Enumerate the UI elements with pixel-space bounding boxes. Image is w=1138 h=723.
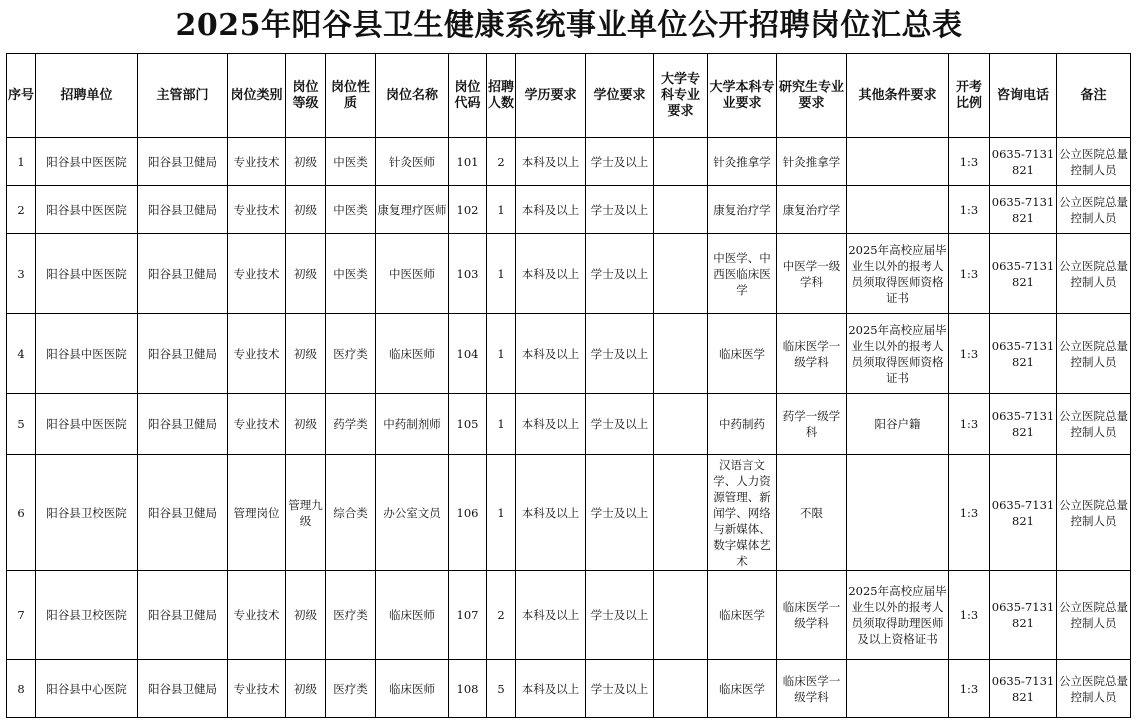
- cell-code: 104: [449, 314, 487, 394]
- cell-notes: 公立医院总量控制人员: [1057, 138, 1131, 186]
- cell-nature: 医疗类: [326, 660, 376, 718]
- cell-degree: 学士及以上: [586, 660, 654, 718]
- cell-bachelor-major: 临床医学: [708, 314, 777, 394]
- cell-other: 阳谷户籍: [847, 394, 949, 455]
- cell-phone: 0635-7131821: [990, 138, 1057, 186]
- cell-level: 初级: [286, 234, 326, 314]
- cell-degree: 学士及以上: [586, 138, 654, 186]
- cell-degree: 学士及以上: [586, 234, 654, 314]
- cell-seq: 4: [7, 314, 36, 394]
- cell-position: 中医医师: [376, 234, 449, 314]
- cell-count: 1: [487, 234, 516, 314]
- cell-dept: 阳谷县卫健局: [138, 186, 228, 234]
- cell-other: [847, 660, 949, 718]
- cell-count: 2: [487, 138, 516, 186]
- col-header-other: 其他条件要求: [847, 54, 949, 138]
- cell-education: 本科及以上: [516, 660, 586, 718]
- cell-notes: 公立医院总量控制人员: [1057, 455, 1131, 571]
- cell-code: 101: [449, 138, 487, 186]
- col-header-level: 岗位等级: [286, 54, 326, 138]
- cell-ratio: 1:3: [949, 138, 990, 186]
- cell-nature: 中医类: [326, 186, 376, 234]
- cell-graduate-major: 药学一级学科: [777, 394, 847, 455]
- cell-level: 管理九级: [286, 455, 326, 571]
- cell-notes: 公立医院总量控制人员: [1057, 186, 1131, 234]
- cell-other: 2025年高校应届毕业生以外的报考人员须取得助理医师及以上资格证书: [847, 571, 949, 660]
- cell-category: 专业技术: [228, 571, 286, 660]
- cell-dept: 阳谷县卫健局: [138, 234, 228, 314]
- cell-education: 本科及以上: [516, 571, 586, 660]
- cell-position: 临床医师: [376, 660, 449, 718]
- cell-other: [847, 186, 949, 234]
- cell-bachelor-major: 临床医学: [708, 660, 777, 718]
- cell-dept: 阳谷县卫健局: [138, 314, 228, 394]
- cell-count: 2: [487, 571, 516, 660]
- cell-position: 中药制剂师: [376, 394, 449, 455]
- cell-code: 106: [449, 455, 487, 571]
- table-row: [7, 571, 1131, 660]
- table-row: [7, 186, 1131, 234]
- cell-ratio: 1:3: [949, 234, 990, 314]
- cell-degree: 学士及以上: [586, 394, 654, 455]
- cell-position: 康复理疗医师: [376, 186, 449, 234]
- page-title: 2025年阳谷县卫生健康系统事业单位公开招聘岗位汇总表: [175, 8, 963, 43]
- col-header-ratio: 开考比例: [949, 54, 990, 138]
- cell-bachelor-major: 汉语言文学、人力资源管理、新闻学、网络与新媒体、数字媒体艺术: [708, 455, 777, 571]
- cell-notes: 公立医院总量控制人员: [1057, 234, 1131, 314]
- cell-notes: 公立医院总量控制人员: [1057, 314, 1131, 394]
- col-header-seq: 序号: [7, 54, 36, 138]
- cell-dept: 阳谷县卫健局: [138, 455, 228, 571]
- col-header-degree: 学位要求: [586, 54, 654, 138]
- col-header-unit: 招聘单位: [36, 54, 138, 138]
- cell-phone: 0635-7131821: [990, 234, 1057, 314]
- col-header-education: 学历要求: [516, 54, 586, 138]
- cell-college-major: [654, 186, 708, 234]
- cell-education: 本科及以上: [516, 186, 586, 234]
- cell-bachelor-major: 针灸推拿学: [708, 138, 777, 186]
- cell-position: 办公室文员: [376, 455, 449, 571]
- cell-level: 初级: [286, 314, 326, 394]
- cell-ratio: 1:3: [949, 571, 990, 660]
- cell-category: 管理岗位: [228, 455, 286, 571]
- header-row: [7, 54, 1131, 138]
- cell-phone: 0635-7131821: [990, 186, 1057, 234]
- cell-dept: 阳谷县卫健局: [138, 660, 228, 718]
- cell-graduate-major: 康复治疗学: [777, 186, 847, 234]
- cell-college-major: [654, 455, 708, 571]
- table-body: [7, 138, 1131, 718]
- cell-unit: 阳谷县中心医院: [36, 660, 138, 718]
- cell-bachelor-major: 康复治疗学: [708, 186, 777, 234]
- cell-ratio: 1:3: [949, 660, 990, 718]
- cell-category: 专业技术: [228, 234, 286, 314]
- cell-level: 初级: [286, 571, 326, 660]
- cell-phone: 0635-7131821: [990, 314, 1057, 394]
- cell-code: 102: [449, 186, 487, 234]
- cell-dept: 阳谷县卫健局: [138, 138, 228, 186]
- table-row: [7, 138, 1131, 186]
- cell-seq: 8: [7, 660, 36, 718]
- cell-college-major: [654, 571, 708, 660]
- col-header-notes: 备注: [1057, 54, 1131, 138]
- cell-count: 1: [487, 314, 516, 394]
- cell-position: 临床医师: [376, 314, 449, 394]
- cell-bachelor-major: 临床医学: [708, 571, 777, 660]
- cell-code: 107: [449, 571, 487, 660]
- cell-degree: 学士及以上: [586, 455, 654, 571]
- table-row: [7, 660, 1131, 718]
- cell-other: 2025年高校应届毕业生以外的报考人员须取得医师资格证书: [847, 314, 949, 394]
- recruitment-table: [6, 53, 1131, 718]
- cell-education: 本科及以上: [516, 394, 586, 455]
- cell-unit: 阳谷县中医医院: [36, 234, 138, 314]
- col-header-dept: 主管部门: [138, 54, 228, 138]
- cell-phone: 0635-7131821: [990, 455, 1057, 571]
- cell-level: 初级: [286, 186, 326, 234]
- cell-education: 本科及以上: [516, 138, 586, 186]
- cell-other: 2025年高校应届毕业生以外的报考人员须取得医师资格证书: [847, 234, 949, 314]
- cell-level: 初级: [286, 394, 326, 455]
- cell-category: 专业技术: [228, 394, 286, 455]
- col-header-college-major: 大学专科专业要求: [654, 54, 708, 138]
- cell-category: 专业技术: [228, 660, 286, 718]
- cell-seq: 7: [7, 571, 36, 660]
- cell-seq: 2: [7, 186, 36, 234]
- cell-education: 本科及以上: [516, 314, 586, 394]
- col-header-code: 岗位代码: [449, 54, 487, 138]
- cell-ratio: 1:3: [949, 314, 990, 394]
- cell-seq: 5: [7, 394, 36, 455]
- cell-count: 1: [487, 394, 516, 455]
- cell-graduate-major: 不限: [777, 455, 847, 571]
- table-row: [7, 455, 1131, 571]
- col-header-category: 岗位类别: [228, 54, 286, 138]
- cell-nature: 医疗类: [326, 314, 376, 394]
- cell-nature: 中医类: [326, 138, 376, 186]
- cell-category: 专业技术: [228, 138, 286, 186]
- cell-unit: 阳谷县卫校医院: [36, 455, 138, 571]
- col-header-graduate-major: 研究生专业要求: [777, 54, 847, 138]
- col-header-bachelor-major: 大学本科专业要求: [708, 54, 777, 138]
- cell-unit: 阳谷县中医医院: [36, 186, 138, 234]
- cell-college-major: [654, 234, 708, 314]
- cell-unit: 阳谷县中医医院: [36, 394, 138, 455]
- cell-graduate-major: 针灸推拿学: [777, 138, 847, 186]
- table-row: [7, 394, 1131, 455]
- cell-code: 105: [449, 394, 487, 455]
- cell-other: [847, 455, 949, 571]
- cell-degree: 学士及以上: [586, 571, 654, 660]
- cell-graduate-major: 中医学一级学科: [777, 234, 847, 314]
- cell-phone: 0635-7131821: [990, 394, 1057, 455]
- cell-education: 本科及以上: [516, 234, 586, 314]
- cell-unit: 阳谷县中医医院: [36, 314, 138, 394]
- cell-dept: 阳谷县卫健局: [138, 571, 228, 660]
- cell-college-major: [654, 394, 708, 455]
- table-row: [7, 234, 1131, 314]
- cell-position: 临床医师: [376, 571, 449, 660]
- col-header-position: 岗位名称: [376, 54, 449, 138]
- cell-dept: 阳谷县卫健局: [138, 394, 228, 455]
- cell-graduate-major: 临床医学一级学科: [777, 571, 847, 660]
- cell-nature: 综合类: [326, 455, 376, 571]
- cell-level: 初级: [286, 138, 326, 186]
- cell-category: 专业技术: [228, 186, 286, 234]
- cell-notes: 公立医院总量控制人员: [1057, 660, 1131, 718]
- cell-phone: 0635-7131821: [990, 571, 1057, 660]
- cell-code: 103: [449, 234, 487, 314]
- cell-bachelor-major: 中药制药: [708, 394, 777, 455]
- cell-phone: 0635-7131821: [990, 660, 1057, 718]
- cell-notes: 公立医院总量控制人员: [1057, 571, 1131, 660]
- cell-nature: 中医类: [326, 234, 376, 314]
- cell-position: 针灸医师: [376, 138, 449, 186]
- cell-college-major: [654, 660, 708, 718]
- cell-category: 专业技术: [228, 314, 286, 394]
- cell-seq: 6: [7, 455, 36, 571]
- col-header-nature: 岗位性质: [326, 54, 376, 138]
- cell-unit: 阳谷县卫校医院: [36, 571, 138, 660]
- cell-level: 初级: [286, 660, 326, 718]
- cell-nature: 医疗类: [326, 571, 376, 660]
- cell-count: 5: [487, 660, 516, 718]
- cell-code: 108: [449, 660, 487, 718]
- cell-degree: 学士及以上: [586, 186, 654, 234]
- cell-count: 1: [487, 455, 516, 571]
- cell-college-major: [654, 138, 708, 186]
- cell-graduate-major: 临床医学一级学科: [777, 660, 847, 718]
- cell-nature: 药学类: [326, 394, 376, 455]
- cell-degree: 学士及以上: [586, 314, 654, 394]
- cell-ratio: 1:3: [949, 394, 990, 455]
- cell-education: 本科及以上: [516, 455, 586, 571]
- cell-seq: 3: [7, 234, 36, 314]
- cell-college-major: [654, 314, 708, 394]
- cell-other: [847, 138, 949, 186]
- cell-seq: 1: [7, 138, 36, 186]
- cell-count: 1: [487, 186, 516, 234]
- cell-bachelor-major: 中医学、中西医临床医学: [708, 234, 777, 314]
- cell-unit: 阳谷县中医医院: [36, 138, 138, 186]
- cell-graduate-major: 临床医学一级学科: [777, 314, 847, 394]
- cell-ratio: 1:3: [949, 455, 990, 571]
- cell-notes: 公立医院总量控制人员: [1057, 394, 1131, 455]
- table-row: [7, 314, 1131, 394]
- col-header-phone: 咨询电话: [990, 54, 1057, 138]
- cell-ratio: 1:3: [949, 186, 990, 234]
- col-header-count: 招聘人数: [487, 54, 516, 138]
